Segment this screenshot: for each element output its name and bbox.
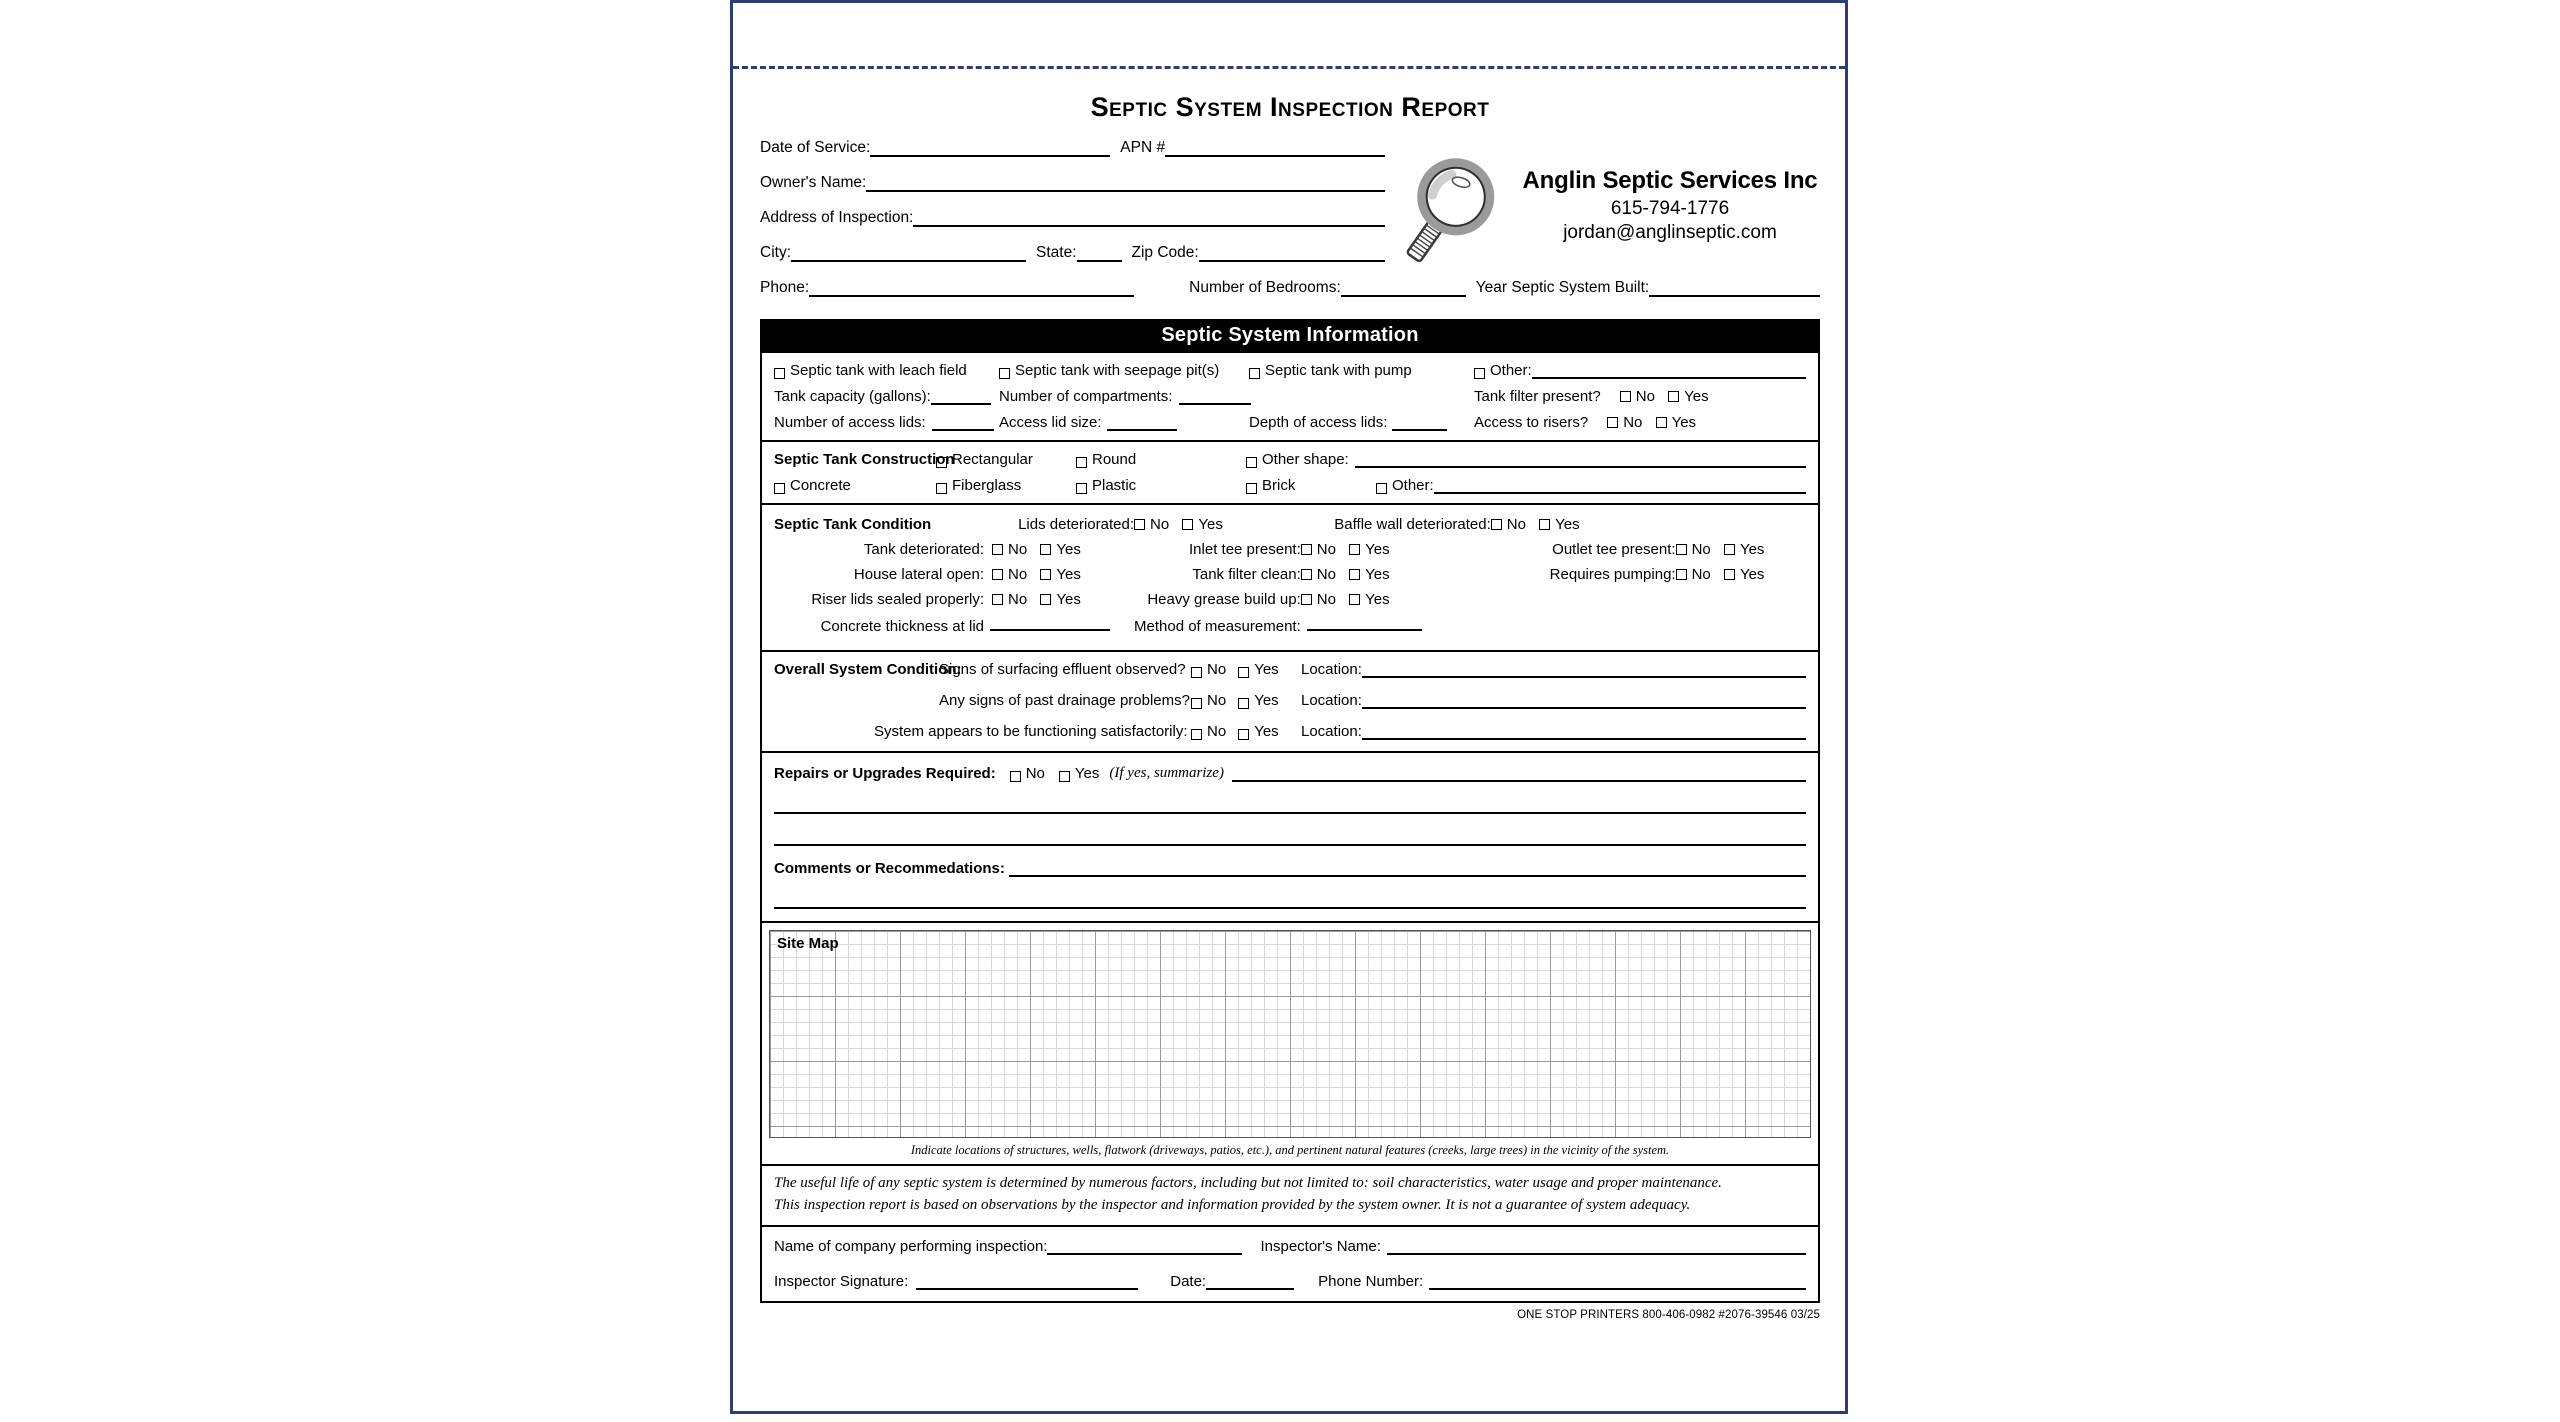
label-pumping-no: No	[1691, 566, 1711, 583]
checkbox-round[interactable]	[1076, 457, 1087, 468]
phone-label: Phone:	[760, 279, 810, 296]
site-map-label: Site Map	[777, 935, 839, 952]
septic-system-information-header: Septic System Information	[760, 319, 1820, 353]
inlet-tee-options	[1301, 539, 1491, 564]
label-tank-det-yes: Yes	[1056, 541, 1081, 558]
checkbox-with-pump[interactable]	[1249, 368, 1260, 379]
label-baffle-no: No	[1506, 516, 1526, 533]
site-map-caption: Indicate locations of structures, wells, flatwork (driveways, patios, etc.), and pertinent natural features (creeks, large trees) in the vicinity of the system.	[910, 1143, 1670, 1157]
row-address	[760, 209, 1385, 227]
label-fiberglass: Fiberglass	[952, 477, 1022, 494]
checkbox-risers-yes[interactable]	[1656, 417, 1667, 428]
label-surfacing-effluent: Signs of surfacing effluent observed?	[939, 661, 1186, 678]
checkbox-repairs-yes[interactable]	[1059, 771, 1070, 782]
comments-input-2[interactable]	[774, 877, 1806, 909]
checkbox-inlet-no[interactable]	[1301, 544, 1312, 555]
company-phone: 615-794-1776	[1610, 198, 1730, 219]
company-performing-label: Name of company performing inspection:	[774, 1237, 1048, 1255]
checkbox-plastic[interactable]	[1076, 483, 1087, 494]
construction-shape-row	[774, 451, 1806, 468]
comments-row	[774, 860, 1806, 877]
label-method-measurement: Method of measurement:	[1134, 618, 1301, 635]
label-outlet-yes: Yes	[1739, 541, 1765, 558]
company-email: jordan@anglinseptic.com	[1563, 222, 1777, 243]
condition-row-4	[774, 589, 1806, 614]
checkbox-outlet-yes[interactable]	[1724, 544, 1735, 555]
checkbox-riser-sealed-yes[interactable]	[1040, 594, 1051, 605]
access-risers-label: Access to risers?	[1474, 414, 1589, 431]
checkbox-material-other[interactable]	[1376, 483, 1387, 494]
tank-deteriorated-options	[984, 539, 1134, 564]
year-built-label: Year Septic System Built:	[1475, 279, 1650, 296]
label-drainage-no: No	[1207, 692, 1227, 709]
row-owner	[760, 174, 1385, 192]
label-effluent-yes: Yes	[1254, 661, 1279, 678]
checkbox-lids-det-yes[interactable]	[1182, 519, 1193, 530]
condition-row-3	[774, 564, 1806, 589]
apn-input[interactable]	[1165, 142, 1385, 157]
comments-label: Comments or Recommedations:	[774, 860, 1005, 877]
checkbox-outlet-no[interactable]	[1676, 544, 1687, 555]
requires-pumping-options	[1676, 564, 1806, 589]
year-built-input[interactable]	[1649, 282, 1820, 297]
repairs-comments-box	[760, 753, 1820, 923]
access-lid-size-label: Access lid size:	[999, 414, 1102, 431]
label-functioning-satisfactorily: System appears to be functioning satisfactorily:	[874, 723, 1188, 740]
label-brick: Brick	[1262, 477, 1296, 494]
condition-row-2	[774, 539, 1806, 564]
condition-grid	[774, 514, 1806, 641]
checkbox-grease-yes[interactable]	[1349, 594, 1360, 605]
site-map-box	[760, 923, 1820, 1166]
label-round: Round	[1092, 451, 1137, 468]
inspector-name-input[interactable]	[1387, 1240, 1806, 1255]
owner-name-input[interactable]	[866, 177, 1385, 192]
label-location-3: Location:	[1301, 723, 1362, 740]
label-location-2: Location:	[1301, 692, 1362, 709]
label-riser-sealed-no: No	[1008, 591, 1028, 608]
label-inlet-no: No	[1316, 541, 1336, 558]
label-riser-lids-sealed: Riser lids sealed properly:	[811, 591, 984, 608]
checkbox-grease-no[interactable]	[1301, 594, 1312, 605]
site-map-canvas[interactable]	[769, 930, 1811, 1138]
comments-input-1[interactable]	[1009, 862, 1806, 877]
type-other-input[interactable]	[1532, 364, 1806, 379]
label-with-pump: Septic tank with pump	[1265, 362, 1412, 379]
apn-label: APN #	[1120, 139, 1166, 156]
label-functioning-yes: Yes	[1254, 723, 1279, 740]
access-lids-row	[774, 414, 1806, 431]
owner-name-label: Owner's Name:	[760, 174, 867, 191]
checkbox-tank-filter-no[interactable]	[1620, 391, 1631, 402]
repairs-hint: (If yes, summarize)	[1109, 765, 1224, 781]
overall-row-2	[774, 692, 1806, 709]
checkbox-baffle-yes[interactable]	[1539, 519, 1550, 530]
location-2-input[interactable]	[1362, 694, 1806, 709]
zip-label: Zip Code:	[1131, 244, 1199, 261]
checkbox-functioning-no[interactable]	[1191, 729, 1202, 740]
checkbox-lateral-yes[interactable]	[1040, 569, 1051, 580]
label-house-lateral: House lateral open:	[853, 566, 984, 583]
label-plastic: Plastic	[1092, 477, 1137, 494]
riser-lids-options	[984, 589, 1134, 614]
magnifying-glass-icon	[1390, 155, 1510, 275]
label-lateral-no: No	[1008, 566, 1028, 583]
construction-material-row	[774, 477, 1806, 494]
lids-deteriorated-options	[1134, 514, 1301, 539]
depth-access-lids-label: Depth of access lids:	[1249, 414, 1388, 431]
city-label: City:	[760, 244, 791, 261]
checkbox-baffle-no[interactable]	[1491, 519, 1502, 530]
capacity-row	[774, 388, 1806, 405]
checkbox-effluent-no[interactable]	[1191, 667, 1202, 678]
label-tank-deteriorated: Tank deteriorated:	[863, 541, 984, 558]
signature-row-1	[774, 1238, 1806, 1255]
tank-filter-present-label: Tank filter present?	[1474, 388, 1601, 405]
label-requires-pumping: Requires pumping:	[1549, 566, 1676, 583]
label-effluent-no: No	[1207, 661, 1227, 678]
concrete-thickness-input[interactable]	[990, 616, 1110, 631]
label-past-drainage: Any signs of past drainage problems?	[939, 692, 1190, 709]
label-lateral-yes: Yes	[1056, 566, 1081, 583]
label-grease-yes: Yes	[1365, 591, 1390, 608]
phone-number-label: Phone Number:	[1318, 1272, 1424, 1290]
date-input[interactable]	[1206, 1275, 1294, 1290]
construction-title: Septic Tank Construction	[774, 451, 955, 468]
checkbox-fiberglass[interactable]	[936, 483, 947, 494]
heavy-grease-options	[1301, 589, 1491, 614]
checkbox-seepage-pits[interactable]	[999, 368, 1010, 379]
concrete-thickness-input-cell	[984, 614, 1134, 641]
label-inlet-tee: Inlet tee present:	[1189, 541, 1301, 558]
checkbox-inlet-yes[interactable]	[1349, 544, 1360, 555]
system-type-row	[774, 362, 1806, 379]
system-info-box	[760, 353, 1820, 442]
label-tank-filter-clean: Tank filter clean:	[1192, 566, 1301, 583]
company-performing-input[interactable]	[1047, 1240, 1242, 1255]
outlet-tee-options	[1676, 539, 1806, 564]
row-date-apn	[760, 139, 1385, 157]
disclaimer-box	[760, 1166, 1820, 1227]
label-seepage-pits: Septic tank with seepage pit(s)	[1015, 362, 1220, 379]
repairs-summary-input-1[interactable]	[1232, 767, 1806, 782]
label-lids-det-no: No	[1150, 516, 1170, 533]
label-lids-det-yes: Yes	[1198, 516, 1223, 533]
company-name: Anglin Septic Services Inc	[1522, 167, 1818, 194]
checkbox-tank-det-yes[interactable]	[1040, 544, 1051, 555]
access-lid-size-input[interactable]	[1107, 416, 1177, 431]
company-block	[1390, 155, 1820, 275]
date-of-service-input[interactable]	[870, 142, 1110, 157]
label-concrete-thickness: Concrete thickness at lid	[820, 618, 984, 635]
repairs-label: Repairs or Upgrades Required:	[774, 765, 996, 782]
condition-row-5	[774, 614, 1806, 641]
label-filter-clean-yes: Yes	[1365, 566, 1390, 583]
label-lids-deteriorated: Lids deteriorated:	[1018, 516, 1134, 533]
tank-capacity-input[interactable]	[931, 390, 991, 405]
checkbox-drainage-yes[interactable]	[1238, 698, 1249, 709]
label-rectangular: Rectangular	[952, 451, 1033, 468]
label-tank-det-no: No	[1008, 541, 1028, 558]
label-drainage-yes: Yes	[1254, 692, 1279, 709]
surfacing-effluent-options	[1179, 661, 1301, 678]
disclaimer-line-1: The useful life of any septic system is determined by numerous factors, including but not limited to: soil characteristics, water usage and proper maintenance.	[774, 1175, 1722, 1191]
checkbox-riser-sealed-no[interactable]	[992, 594, 1003, 605]
label-material-other: Other:	[1392, 477, 1434, 494]
label-functioning-no: No	[1207, 723, 1227, 740]
form-sheet	[760, 78, 1820, 1408]
inspector-signature-input[interactable]	[916, 1275, 1138, 1290]
repairs-summary-input-3[interactable]	[774, 814, 1806, 846]
past-drainage-options	[1179, 692, 1301, 709]
inspector-name-label: Inspector's Name:	[1260, 1237, 1381, 1255]
condition-title: Septic Tank Condition	[774, 516, 932, 533]
signature-box	[760, 1227, 1820, 1303]
label-other-shape: Other shape:	[1262, 451, 1349, 468]
material-other-input[interactable]	[1434, 479, 1806, 494]
checkbox-risers-no[interactable]	[1607, 417, 1618, 428]
row-city-state-zip	[760, 244, 1385, 262]
overall-row-1	[774, 661, 1806, 678]
label-pumping-yes: Yes	[1739, 566, 1765, 583]
checkbox-type-other[interactable]	[1474, 368, 1485, 379]
checkbox-lateral-no[interactable]	[992, 569, 1003, 580]
baffle-wall-options	[1491, 514, 1676, 539]
checkbox-effluent-yes[interactable]	[1238, 667, 1249, 678]
location-3-input[interactable]	[1362, 725, 1806, 740]
label-location-1: Location:	[1301, 661, 1362, 678]
label-riser-sealed-yes: Yes	[1056, 591, 1081, 608]
checkbox-concrete[interactable]	[774, 483, 785, 494]
functioning-options	[1179, 723, 1301, 740]
label-outlet-no: No	[1691, 541, 1711, 558]
location-1-input[interactable]	[1362, 663, 1806, 678]
phone-input[interactable]	[809, 282, 1134, 297]
overall-condition-box	[760, 652, 1820, 753]
method-measurement-input-cell	[1301, 614, 1806, 641]
compartments-label: Number of compartments:	[999, 388, 1173, 405]
signature-row-2	[774, 1273, 1806, 1290]
repairs-summary-input-2[interactable]	[774, 782, 1806, 814]
method-measurement-input[interactable]	[1307, 616, 1422, 631]
house-lateral-options	[984, 564, 1134, 589]
label-tank-filter-no: No	[1635, 388, 1655, 405]
checkbox-tank-det-no[interactable]	[992, 544, 1003, 555]
date-of-service-label: Date of Service:	[760, 139, 871, 156]
access-lids-input[interactable]	[932, 416, 994, 431]
phone-number-input[interactable]	[1429, 1275, 1806, 1290]
row-phone-bedrooms-year	[760, 279, 1820, 297]
label-baffle-yes: Yes	[1555, 516, 1580, 533]
label-filter-clean-no: No	[1316, 566, 1336, 583]
checkbox-brick[interactable]	[1246, 483, 1257, 494]
checkbox-tank-filter-yes[interactable]	[1668, 391, 1679, 402]
depth-access-lids-input[interactable]	[1392, 416, 1447, 431]
repairs-row	[774, 765, 1806, 782]
date-label: Date:	[1170, 1272, 1207, 1290]
inspector-signature-label: Inspector Signature:	[774, 1272, 909, 1290]
disclaimer-line-2: This inspection report is based on observations by the inspector and information provided by the system owner. It is not a guarantee of system adequacy.	[774, 1196, 1691, 1213]
compartments-input[interactable]	[1179, 390, 1251, 405]
checkbox-pumping-no[interactable]	[1676, 569, 1687, 580]
overall-row-3	[774, 723, 1806, 740]
checkbox-repairs-no[interactable]	[1010, 771, 1021, 782]
tank-capacity-label: Tank capacity (gallons):	[774, 388, 931, 405]
label-type-other: Other:	[1490, 362, 1532, 379]
bedrooms-label: Number of Bedrooms:	[1189, 279, 1341, 296]
page-title: Septic System Inspection Report	[1090, 92, 1490, 122]
tank-filter-clean-options	[1301, 564, 1491, 589]
access-lids-label: Number of access lids:	[774, 414, 926, 431]
checkbox-drainage-no[interactable]	[1191, 698, 1202, 709]
state-input[interactable]	[1077, 247, 1122, 262]
label-risers-yes: Yes	[1671, 414, 1697, 431]
label-outlet-tee: Outlet tee present:	[1552, 541, 1676, 558]
label-grease-no: No	[1316, 591, 1336, 608]
bedrooms-input[interactable]	[1341, 282, 1466, 297]
address-label: Address of Inspection:	[760, 209, 914, 226]
checkbox-pumping-yes[interactable]	[1724, 569, 1735, 580]
overall-title: Overall System Condition:	[774, 661, 962, 678]
label-tank-filter-yes: Yes	[1684, 388, 1709, 405]
checkbox-filter-clean-yes[interactable]	[1349, 569, 1360, 580]
label-leach-field: Septic tank with leach field	[790, 362, 967, 379]
printer-code: ONE STOP PRINTERS 800-406-0982 #2076-39546 03/25	[1517, 1308, 1820, 1321]
identity-section	[760, 139, 1820, 319]
other-shape-input[interactable]	[1355, 453, 1806, 468]
condition-box	[760, 505, 1820, 652]
label-risers-no: No	[1623, 414, 1643, 431]
checkbox-rectangular[interactable]	[936, 457, 947, 468]
checkbox-leach-field[interactable]	[774, 368, 785, 379]
label-baffle-wall: Baffle wall deteriorated:	[1334, 516, 1491, 533]
label-concrete: Concrete	[790, 477, 851, 494]
label-inlet-yes: Yes	[1365, 541, 1390, 558]
city-input[interactable]	[791, 247, 1026, 262]
checkbox-functioning-yes[interactable]	[1238, 729, 1249, 740]
checkbox-lids-det-no[interactable]	[1134, 519, 1145, 530]
label-repairs-no: No	[1025, 765, 1045, 782]
condition-row-1	[774, 514, 1806, 539]
state-label: State:	[1036, 244, 1077, 261]
address-input[interactable]	[913, 212, 1385, 227]
label-repairs-yes: Yes	[1074, 765, 1100, 782]
perforation-line	[733, 66, 1845, 69]
checkbox-filter-clean-no[interactable]	[1301, 569, 1312, 580]
construction-box	[760, 442, 1820, 505]
checkbox-other-shape[interactable]	[1246, 457, 1257, 468]
zip-input[interactable]	[1199, 247, 1385, 262]
label-heavy-grease: Heavy grease build up:	[1147, 591, 1301, 608]
